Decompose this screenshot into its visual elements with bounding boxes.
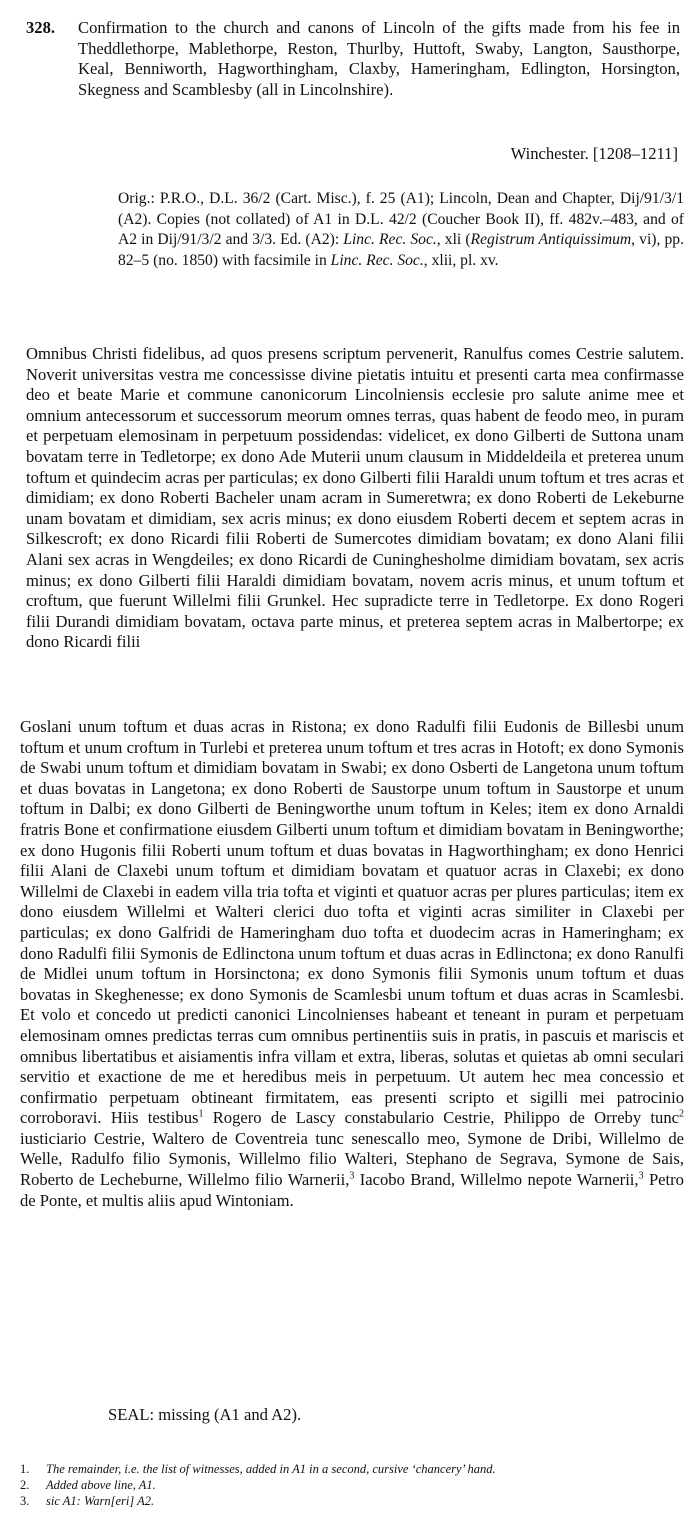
entry-header xyxy=(26,18,680,100)
footnote-ref: 1 xyxy=(198,1108,204,1120)
footnote-number: 2. xyxy=(20,1478,30,1492)
source-text: , xlii, pl. xv. xyxy=(423,251,499,269)
footnote-number: 3. xyxy=(20,1494,30,1508)
seal-note: SEAL: missing (A1 and A2). xyxy=(108,1405,302,1424)
entry-number: 328. xyxy=(26,18,56,37)
footnote xyxy=(20,1461,684,1477)
footnote-ref: 3 xyxy=(349,1170,355,1182)
footnote-text: Added above line, A1. xyxy=(46,1478,156,1492)
charter-text: Rogero de Lascy constabulario Cestrie, Philippo de Orreby tunc xyxy=(203,1108,679,1128)
source-text: , xli ( xyxy=(436,231,471,249)
source-italic: Linc. Rec. Soc. xyxy=(330,251,424,269)
footnote-number: 1. xyxy=(20,1462,30,1476)
source-text: , vi), pp. 82–5 (no. 1850) with facsimile in xyxy=(118,231,684,269)
source-italic: Registrum Antiquissimum xyxy=(470,231,632,249)
footnote xyxy=(20,1477,684,1493)
footnote-text: The remainder, i.e. the list of witnesses, added in A1 in a second, cursive ‘chancery’ hand. xyxy=(46,1462,496,1476)
entry-summary: Confirmation to the church and canons of Lincoln of the gifts made from his fee in Theddlethorpe, Mablethorpe, Reston, Thurlby, Huttoft, Swaby, Langton, Sausthorpe, Keal, Benniworth, Hagworthingham, Claxby, Hameringham, Edlington, Horsington, Skegness and Scamblesby (all in Lincolnshire). xyxy=(78,18,680,99)
footnote-text: sic A1: Warn[eri] A2. xyxy=(46,1494,155,1508)
charter-text: iusticiario Cestrie, Waltero de Coventreia tunc senescallo meo, Symone de Dribi, Willelmo de Welle, Radulfo filio Symonis, Willelmo filio Walteri, Stephano de Segrava, Symone de Sais, Roberto de Lecheburne, Willelmo filio Warnerii, xyxy=(20,1128,684,1190)
charter-text: Goslani unum toftum et duas acras in Ristona; ex dono Radulfi filii Eudonis de Billesbi unum toftum et unum croftum in Turlebi et preterea unum toftum et tres acras in Hotoft; ex dono Symonis de Swabi unum toftum et dimidiam bovatam in Swabi; ex dono Osberti de Langetona unum toftum et duas bovatas in Langetona; ex dono Roberti de Saustorpe unum toftum in Saustorpe et unum toftum in Dalbi; ex dono Gilberti de Beningworthe unum toftum in Keles; item ex dono Arnaldi fratris Bone et confirmatione eiusdem Gilberti unum toftum et dimidiam bovatam in Beningworthe; ex dono Hugonis filii Roberti unum toftum et duas bovatas in Hagworthingham; ex dono Henrici filii Alani de Claxebi unum toftum et dimidiam bovatam et quatuor acras in Claxebi; ex dono Willelmi de Claxebi in eadem villa tria tofta et viginti et quatuor acras per plures particulas; item ex dono eiusdem Willelmi et Walteri clerici duo tofta et viginti acras similiter in Claxebi per particulas; ex dono Galfridi de Hameringham duo tofta et duodecim acras in Hameringham; ex dono Radulfi filii Symonis de Edlinctona unum toftum et duas acras in Edlinctona; ex dono Ranulfi de Midlei unum toftum in Horsinctona; ex dono Symonis filii Symonis unum toftum et duas bovatas in Skeghenesse; ex dono Symonis de Scamlesbi unum toftum et duas acras in Scamlesbi. Et volo et concedo ut predicti canonici Lincolnienses habeant et teneant in puram et perpetuam elemosinam omnes predictas terras cum omnibus pertinentiis suis in pratis, in pascuis et mariscis et omnibus libertatibus et aisiamentis infra villam et extra, liberas, solutas et quietas ab omni seculari servitio et exactione de me et heredibus meis in perpetuum. Ut autem hec mea concessio et confirmatio perpetuam obtineant firmitatem, eas presenti scripto et sigilli mei patrocinio corroboravi. Hiis testibus xyxy=(20,717,684,1128)
footnotes xyxy=(20,1461,684,1509)
place-date: Winchester. [1208–1211] xyxy=(510,144,678,163)
charter-text: Iacobo Brand, Willelmo nepote Warnerii, xyxy=(354,1170,639,1190)
charter-text-part1: Omnibus Christi fidelibus, ad quos presens scriptum pervenerit, Ranulfus comes Cestrie salutem. Noverit universitas vestra me concessisse divine pietatis intuitu et presenti carta mea confirmasse deo et beate Marie et commune canonicorum Lincolniensis ecclesie pro salute anime mee et omnium antecessorum et successorum meorum omnes terras, quas habent de feodo meo, in puram et perpetuam elemosinam in perpetuum possidendas: videlicet, ex dono Gilberti de Suttona unam bovatam terre in Tedletorpe; ex dono Ade Muterii unum clausum in Middeldeila et preterea unum toftum et quindecim acras per particulas; ex dono Gilberti filii Haraldi unum toftum et tres acras et dimidiam; ex dono Roberti Bacheler unam acram in Sumeretwra; ex dono Roberti de Lekeburne unam bovatam et dimidiam, sex acris minus; ex dono eiusdem Roberti decem et septem acras in Silkescroft; ex dono Ricardi filii Roberti de Sumercotes dimidiam bovatam; ex dono Alani filii Alani sex acras in Wengdeiles; ex dono Ricardi de Cuninghesholme dimidiam bovatam, sex acris minus; ex dono Gilberti filii Haraldi dimidiam bovatam, novem acris minus, et unum toftum et croftum, que fuerunt Willelmi filii Grunkel. Hec supradicte terre in Tedletorpe. Ex dono Rogeri filii Durandi dimidiam bovatam, octava parte minus, et preterea septem acras in Malbertorpe; ex dono Ricardi filii xyxy=(26,344,684,652)
footnote-ref: 3 xyxy=(638,1170,644,1182)
source-notes xyxy=(118,189,684,271)
charter-text: Petro de Ponte, et multis aliis apud Wintoniam. xyxy=(20,1170,684,1210)
footnote-ref: 2 xyxy=(679,1108,684,1120)
source-text: Orig.: P.R.O., D.L. 36/2 (Cart. Misc.), f. 25 (A1); Lincoln, Dean and Chapter, Dij/91/3/1 (A2). Copies (not collated) of A1 in D.L. 42/2 (Coucher Book II), ff. 482v.–483, and of A2 in Dij/91/3/2 and 3/3. Ed. (A2): xyxy=(118,190,684,249)
footnote xyxy=(20,1493,684,1509)
source-italic: Linc. Rec. Soc. xyxy=(343,231,437,249)
charter-text-part2 xyxy=(20,717,684,1211)
